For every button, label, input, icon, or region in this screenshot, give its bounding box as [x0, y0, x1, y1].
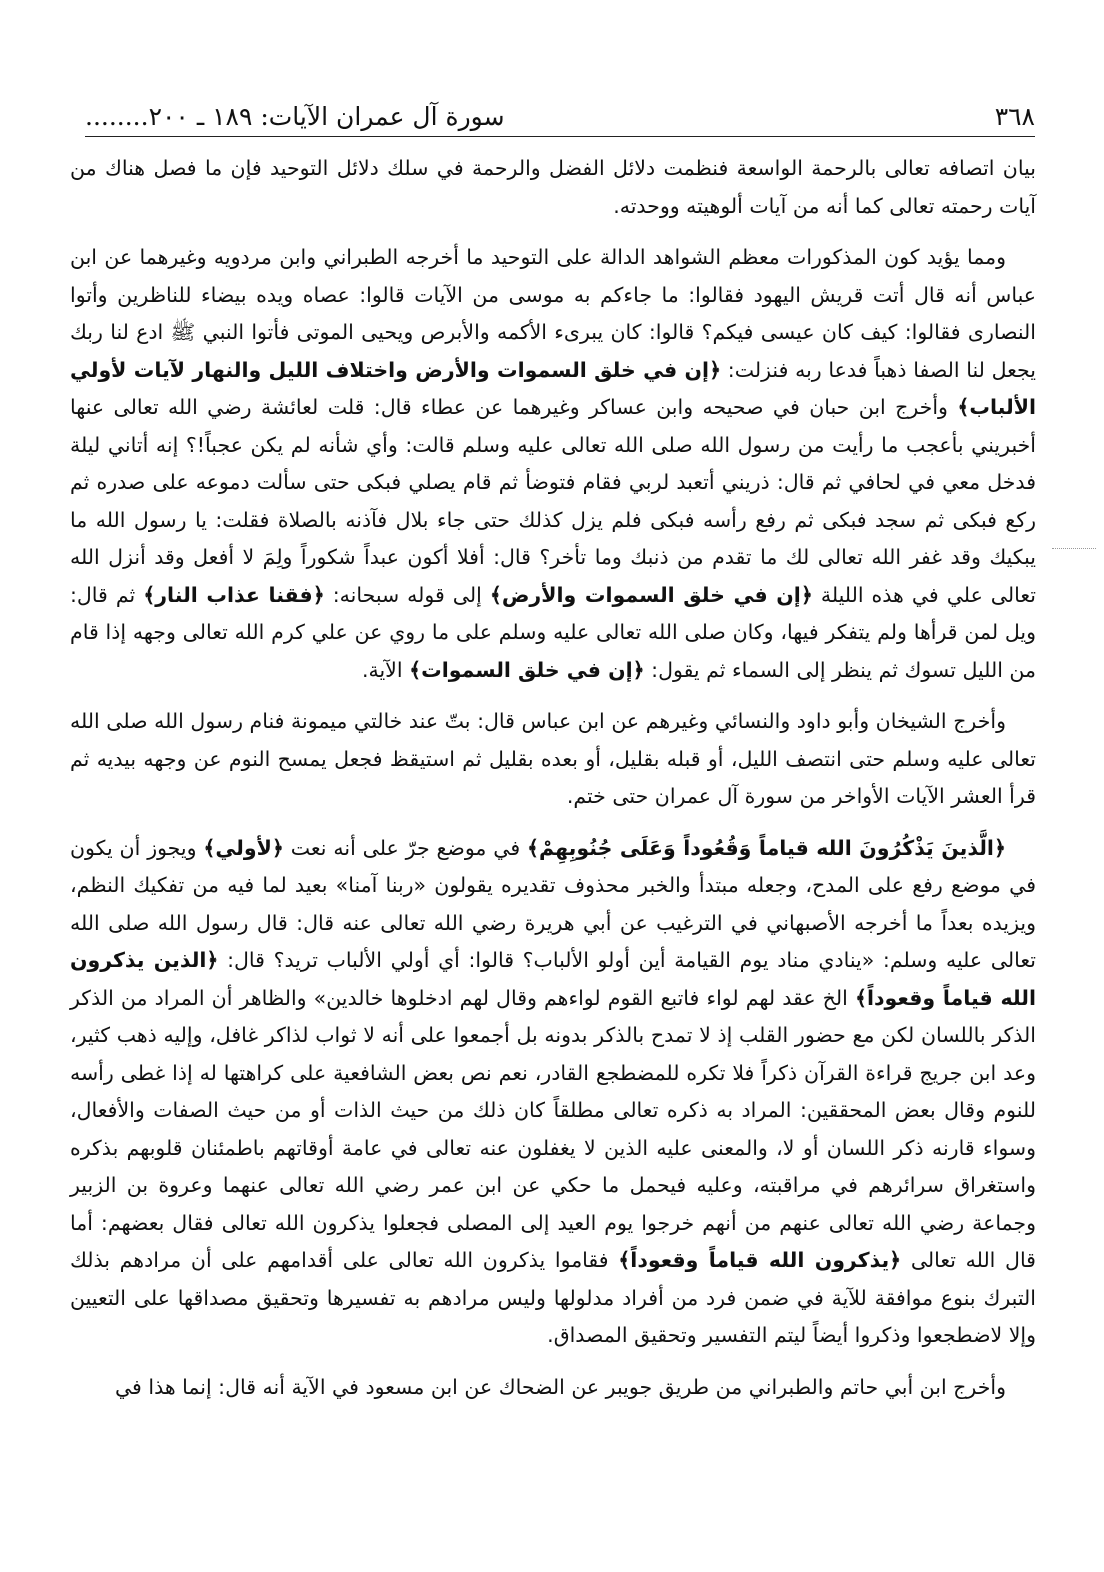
- text-segment: وأخرج الشيخان وأبو داود والنسائي وغيرهم عن ابن عباس قال: بتّ عند خالتي ميمونة فنام رسول الله صلى الله تعالى عليه وسلم حتى انتصف الليل، أو قبله بقليل، أو بعده بقليل ثم استيقظ فجعل يمسح النوم عن وجهه بيديه ثم قرأ العشر الآيات الأواخر من سورة آل عمران حتى ختم.: [70, 709, 1036, 808]
- paragraph: [70, 1369, 1036, 1407]
- text-segment: وأخرج ابن أبي حاتم والطبراني من طريق جويبر عن الضحاك عن ابن مسعود في الآية أنه قال: إنما هذا في: [114, 1374, 1006, 1399]
- quran-quote: ﴿الَّذينَ يَذْكُرُونَ الله قياماً وَقُعُوداً وَعَلَى جُنُوبِهِمْ﴾: [527, 835, 1006, 860]
- text-segment: في موضع جرّ على أنه نعت: [283, 835, 528, 860]
- quran-quote: ﴿إن في خلق السموات والأرض واختلاف الليل والنهار لآيات لأولي الألباب﴾: [70, 357, 1036, 419]
- text-segment: فقاموا يذكرون الله تعالى على أقدامهم على أن مرادهم بذلك التبرك بنوع موافقة للآية في ضمن فرد من أفراد مدلولها وليس مرادهم به تفسيرها وتحقيق مصداقها على التعيين وإلا لاضطجعوا وذكروا أيضاً ليتم التفسير وتحقيق المصداق.: [70, 1248, 1036, 1347]
- margin-mark: [1052, 548, 1096, 550]
- quran-quote: ﴿يذكرون الله قياماً وقعوداً﴾: [618, 1248, 902, 1272]
- running-title: ........سورة آل عمران الآيات: ١٨٩ ـ ٢٠٠: [85, 102, 505, 131]
- text-segment: ويجوز أن يكون في موضع رفع على المدح، وجعله مبتدأ والخبر محذوف تقديره يقولون «ربنا آمنا» بعيد لما فيه من تفكيك النظم، ويزيده بعداً ما أخرجه الأصبهاني في الترغيب عن أبي هريرة رضي الله تعالى عنه قال: قال رسول الله صلى الله تعالى عليه وسلم: «ينادي مناد يوم القيامة أين أولو الألباب؟ قالوا: أي أولي الألباب تريد؟ قال:: [70, 835, 1036, 972]
- quran-quote: ﴿إن في خلق السموات﴾: [409, 657, 645, 682]
- text-segment: الخ عقد لهم لواء فاتبع القوم لواءهم وقال لهم ادخلوها خالدين» والظاهر أن المراد من الذكر الذكر باللسان لكن مع حضور القلب إذ لا تمدح بالذكر بدونه بل أجمعوا على أنه لا ثواب لذاكر غافل، وإليه ذهب كثير، وعد ابن جريج قراءة القرآن ذكراً فلا تكره للمضطجع القادر، نعم نص بعض الشافعية على كراهتها له إذا غطى رأسه للنوم وقال بعض المحققين: المراد به ذكره تعالى مطلقاً كان ذلك من حيث الذات أو من حيث الصفات والأفعال، وسواء قارنه ذكر اللسان أو لا، والمعنى عليه الذين لا يغفلون عنه تعالى في عامة أوقاتهم باطمئنان قلوبهم بذكره واستغراق سرائرهم في مراقبته، وعليه فيحمل ما حكي عن ابن عمر رضي الله تعالى عنهما وعروة بن الزبير وجماعة رضي الله تعالى عنهم من أنهم خرجوا يوم العيد إلى المصلى فجعلوا يذكرون الله تعالى فقال بعضهم: أما قال الله تعالى: [70, 985, 1036, 1272]
- page-body: [70, 150, 1036, 1420]
- paragraph: [70, 830, 1036, 1355]
- paragraph: [70, 703, 1036, 816]
- page-header: [85, 92, 1035, 137]
- quran-quote: ﴿إن في خلق السموات والأرض﴾: [489, 582, 813, 607]
- text-segment: ومما يؤيد كون المذكورات معظم الشواهد الدالة على التوحيد ما أخرجه الطبراني وابن مردويه وغيرهما عن ابن عباس أنه قال أتت قريش اليهود فقالوا: ما جاءكم به موسى من الآيات قالوا: عصاه ويده بيضاء للناظرين وأتوا النصارى فقالوا: كيف كان عيسى فيكم؟ قالوا: كان يبرىء الأكمه والأبرص ويحيى الموتى فأتوا النبي ﷺ ادع لنا ربك يجعل لنا الصفا ذهباً فدعا ربه فنزلت:: [70, 245, 1036, 382]
- text-segment: بيان اتصافه تعالى بالرحمة الواسعة فنظمت دلائل الفضل والرحمة في سلك دلائل التوحيد فإن ما فصل هناك من آيات رحمته تعالى كما أنه من آيات ألوهيته ووحدته.: [70, 156, 1036, 218]
- text-segment: ثم قال: ويل لمن قرأها ولم يتفكر فيها، وكان صلى الله تعالى عليه وسلم على ما روي عن علي كرم الله تعالى وجهه إذا قام من الليل تسوك ثم ينظر إلى السماء ثم يقول:: [70, 582, 1036, 682]
- quran-quote: ﴿الذين يذكرون الله قياماً وقعوداً﴾: [70, 948, 1036, 1010]
- text-segment: الآية.: [361, 657, 410, 682]
- paragraph: [70, 239, 1036, 689]
- quran-quote: ﴿فقنا عذاب النار﴾: [143, 582, 325, 607]
- paragraph: [70, 150, 1036, 225]
- quran-quote: ﴿لأولي﴾: [203, 835, 284, 860]
- text-segment: إلى قوله سبحانه:: [324, 582, 490, 607]
- text-segment: وأخرج ابن حبان في صحيحه وابن عساكر وغيرهما عن عطاء قال: قلت لعائشة رضي الله تعالى عنها أخبريني بأعجب ما رأيت من رسول الله صلى الله تعالى عليه وسلم قالت: وأي شأنه لم يكن عجباً!؟ إنه أتاني ليلة فدخل معي في لحافي ثم قال: ذريني أتعبد لربي فقام فتوضأ ثم قام يصلي فبكى حتى سألت دموعه على صدره ثم ركع فبكى ثم سجد فبكى ثم رفع رأسه فبكى فلم يزل كذلك حتى جاء بلال فآذنه بالصلاة فقلت: يا رسول الله ما يبكيك وقد غفر الله تعالى لك ما تقدم من ذنبك وما تأخر؟ قال: أفلا أكون عبداً شكوراً ولِمَ لا أفعل وقد أنزل الله تعالى علي في هذه الليلة: [70, 395, 1036, 607]
- page-number: ٣٦٨: [994, 102, 1035, 131]
